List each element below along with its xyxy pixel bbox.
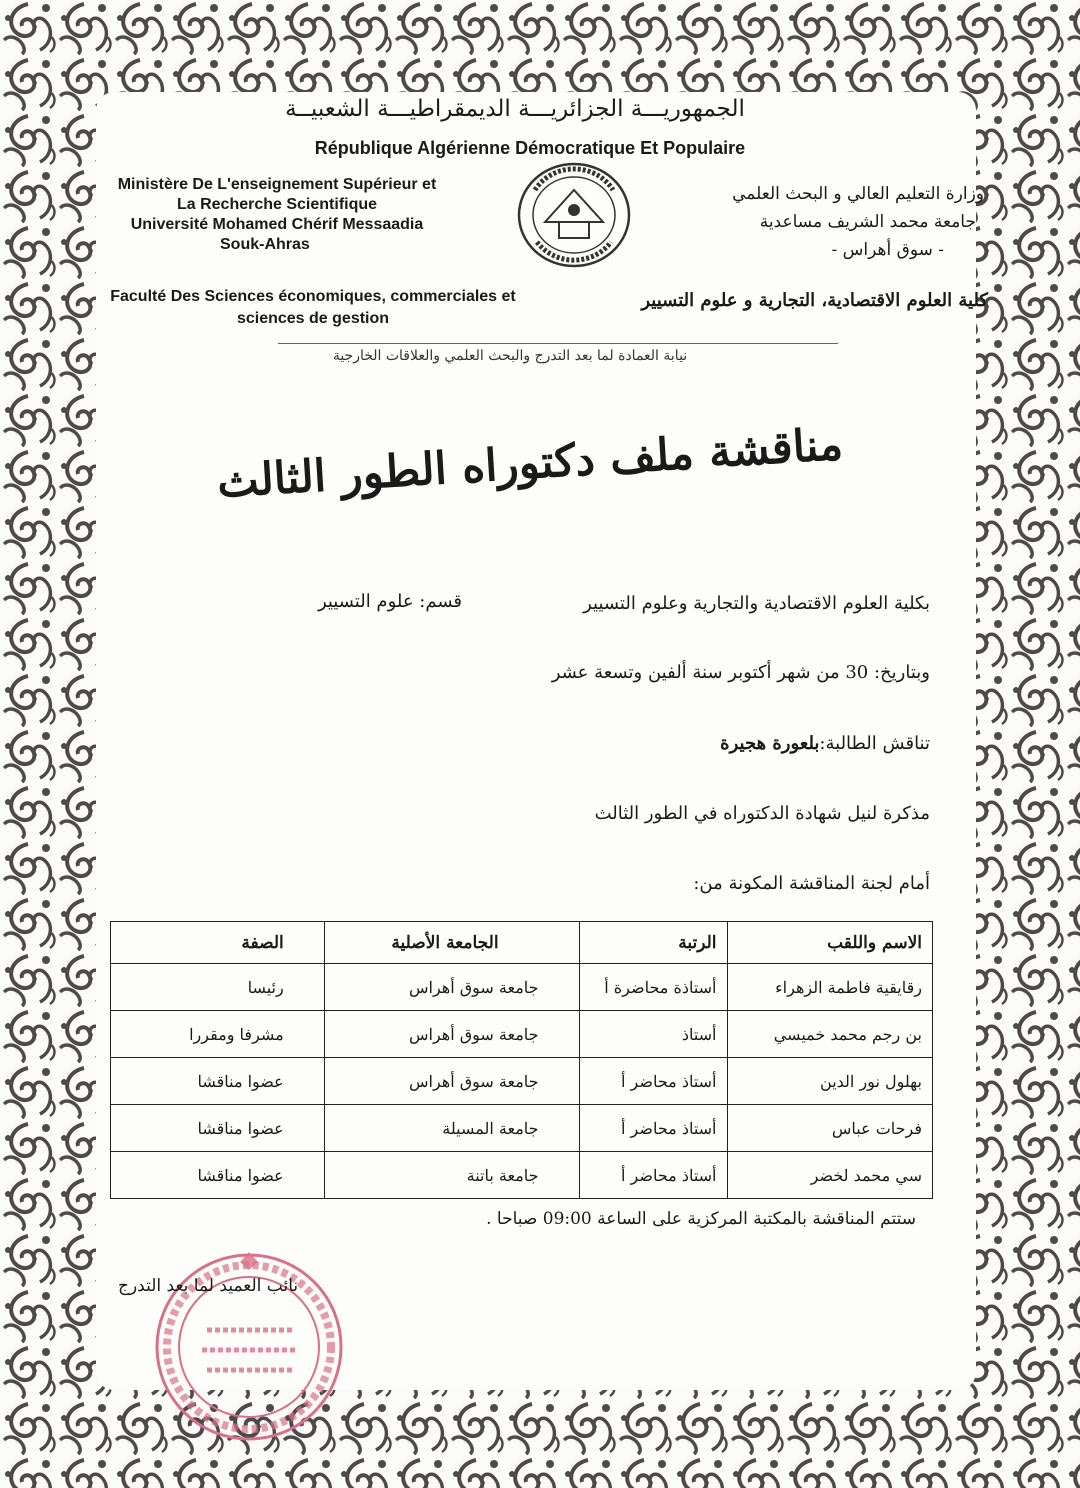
- university-seal-logo: [515, 160, 633, 270]
- col-header-role: الصفة: [111, 922, 325, 964]
- ministry-block-french: [82, 175, 472, 255]
- member-rank: أستاذة محاضرة أ: [579, 964, 727, 1011]
- city-fr: Souk-Ahras: [220, 236, 310, 253]
- member-role: عضوا مناقشا: [111, 1152, 325, 1199]
- table-row: [111, 1011, 933, 1058]
- thesis-line: مذكرة لنيل شهادة الدكتوراه في الطور الثالث: [594, 803, 930, 824]
- member-university: جامعة باتنة: [324, 1152, 579, 1199]
- student-prefix: تناقش الطالبة:: [819, 733, 930, 754]
- faculty-block-french: [78, 286, 548, 330]
- header-divider: [278, 343, 838, 344]
- committee-intro: أمام لجنة المناقشة المكونة من:: [693, 873, 930, 894]
- student-name: بلعورة هجيرة: [720, 733, 820, 754]
- vice-dean-signature-label: نائب العميد لما بعد التدرج: [118, 1276, 299, 1296]
- republic-arabic: الجمهوريـــة الجزائريـــة الديمقراطيـــة الشعبيــة: [285, 96, 745, 122]
- date-line: وبتاريخ: 30 من شهر أكتوبر سنة ألفين وتسعة عشر: [551, 662, 930, 683]
- ministry-block-arabic: [654, 180, 984, 264]
- member-name: رقايقية فاطمة الزهراء: [727, 964, 933, 1011]
- university-ar: جامعة محمد الشريف مساعدية: [759, 212, 976, 232]
- deanship-line: نيابة العمادة لما بعد التدرج والبحث العلمي والعلاقات الخارجية: [332, 348, 688, 364]
- member-name: بن رجم محمد خميسي: [727, 1011, 933, 1058]
- col-header-name: الاسم واللقب: [727, 922, 933, 964]
- ministry-ar: وزارة التعليم العالي و البحث العلمي: [732, 184, 984, 204]
- member-rank: أستاذ محاضر أ: [579, 1058, 727, 1105]
- faculty-line: بكلية العلوم الاقتصادية والتجارية وعلوم التسيير: [583, 593, 930, 614]
- faculty-arabic: كلية العلوم الاقتصادية، التجارية و علوم التسيير: [641, 290, 988, 311]
- member-name: فرحات عباس: [727, 1105, 933, 1152]
- faculty-fr-line-2: sciences de gestion: [236, 310, 390, 327]
- member-university: جامعة سوق أهراس: [324, 1011, 579, 1058]
- col-header-rank: الرتبة: [579, 922, 727, 964]
- department-line: قسم: علوم التسيير: [317, 591, 462, 612]
- member-university: جامعة سوق أهراس: [324, 1058, 579, 1105]
- republic-french: République Algérienne Démocratique Et Populaire: [314, 138, 746, 158]
- member-university: جامعة المسيلة: [324, 1105, 579, 1152]
- member-rank: أستاذ محاضر أ: [579, 1152, 727, 1199]
- member-name: بهلول نور الدين: [727, 1058, 933, 1105]
- member-rank: أستاذ: [579, 1011, 727, 1058]
- faculty-fr-line-1: Faculté Des Sciences économiques, commerciales et: [110, 288, 516, 305]
- committee-header-row: [111, 922, 933, 964]
- member-role: رئيسا: [111, 964, 325, 1011]
- member-rank: أستاذ محاضر أ: [579, 1105, 727, 1152]
- table-row: [111, 1058, 933, 1105]
- university-fr: Université Mohamed Chérif Messaadia: [130, 216, 424, 233]
- col-header-university: الجامعة الأصلية: [324, 922, 579, 964]
- member-role: عضوا مناقشا: [111, 1105, 325, 1152]
- committee-table: [110, 921, 933, 1199]
- ministry-fr-line-1: Ministère De L'enseignement Supérieur et: [117, 176, 437, 193]
- member-role: عضوا مناقشا: [111, 1058, 325, 1105]
- table-row: [111, 1105, 933, 1152]
- member-university: جامعة سوق أهراس: [324, 964, 579, 1011]
- table-row: [111, 964, 933, 1011]
- table-row: [111, 1152, 933, 1199]
- city-ar: - سوق أهراس -: [831, 240, 944, 260]
- member-name: سي محمد لخضر: [727, 1152, 933, 1199]
- page-title: مناقشة ملف دكتوراه الطور الثالث: [215, 418, 845, 509]
- member-role: مشرفا ومقررا: [111, 1011, 325, 1058]
- defense-time-line: ستتم المناقشة بالمكتبة المركزية على الساعة 09:00 صباحا .: [486, 1209, 916, 1229]
- student-line: [720, 733, 930, 754]
- ministry-fr-line-2: La Recherche Scientifique: [176, 196, 378, 213]
